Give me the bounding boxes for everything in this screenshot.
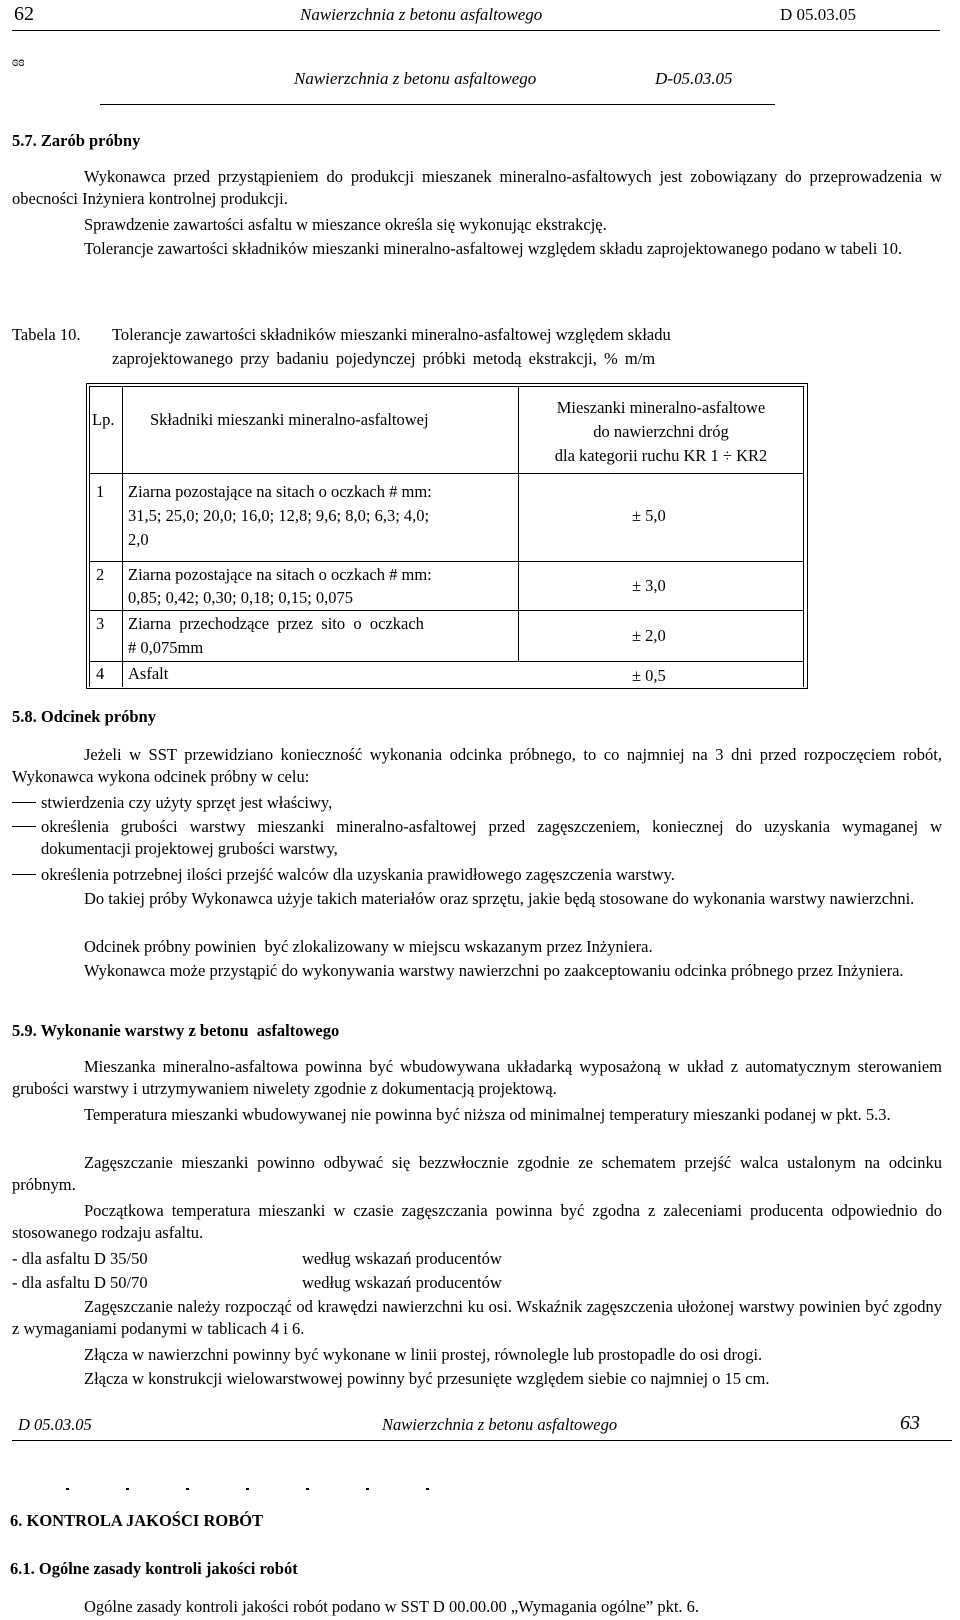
table-row-1-value: ± 5,0 <box>632 506 666 525</box>
section-5-9-paragraph-1: Mieszanka mineralno-asfaltowa powinna być wbudowywana układarką wyposażoną w układ z automatycznym sterowaniem grubości warstwy i utrzymywaniem niwelety zgodnie z dokumentacją projektową. <box>12 1057 942 1098</box>
table-row-4-lp: 4 <box>96 664 105 683</box>
section-5-8-paragraph-3: Odcinek próbny powinien być zlokalizowany w miejscu wskazanym przez Inżyniera. <box>84 937 653 956</box>
table-row-1-desc-3: 2,0 <box>128 530 149 549</box>
section-5-8-heading: 5.8. Odcinek próbny <box>12 707 156 726</box>
asphalt-list-2-label: - dla asfaltu D 50/70 <box>12 1273 148 1292</box>
bullet-1-text: stwierdzenia czy użyty sprzęt jest właściwy, <box>41 793 333 812</box>
asphalt-list-1-label: - dla asfaltu D 35/50 <box>12 1249 148 1268</box>
section-5-9-paragraph-5: Zagęszczanie należy rozpocząć od krawędzi nawierzchni ku osi. Wskaźnik zagęszczenia ułożonej warstwy powinien być zgodny z wymaganiami podanymi w tablicach 4 i 6. <box>12 1297 942 1338</box>
footer-page-number: 63 <box>900 1412 920 1434</box>
table-row-2-value: ± 3,0 <box>632 576 666 595</box>
table-row-2-lp: 2 <box>96 565 105 584</box>
table-row-1-desc-2: 31,5; 25,0; 20,0; 16,0; 12,8; 9,6; 8,0; 6,3; 4,0; <box>128 506 430 525</box>
section-6-heading: 6. KONTROLA JAKOŚCI ROBÓT <box>10 1511 264 1530</box>
bullet-dash-1 <box>12 802 36 803</box>
section-5-9-paragraph-4: Początkowa temperatura mieszanki w czasie zagęszczania powinna być zgodna z zaleceniami producenta odpowiednio do stosowanego rodzaju asfaltu. <box>12 1201 942 1242</box>
bullet-3-text: określenia potrzebnej ilości przejść walców dla uzyskania prawidłowego zagęszczenia warstwy. <box>41 865 675 884</box>
table-caption-line-2: zaprojektowanego przy badaniu pojedynczej próbki metodą ekstrakcji, % m/m <box>112 349 656 368</box>
section-5-8-paragraph-2: Do takiej próby Wykonawca użyje takich materiałów oraz sprzętu, jakie będą stosowane do wykonania warstwy nawierzchni. <box>84 889 915 908</box>
table-row-3-value: ± 2,0 <box>632 626 666 645</box>
table-row-1-desc-1: Ziarna pozostające na sitach o oczkach # mm: <box>128 482 432 501</box>
table-caption-line-1: Tolerancje zawartości składników mieszanki mineralno-asfaltowej względem składu <box>112 325 671 344</box>
section-5-7-paragraph-1: Wykonawca przed przystąpieniem do produkcji mieszanek mineralno-asfaltowych jest zobowiązany do przeprowadzenia w obecności Inżyniera kontrolnej produkcji. <box>12 167 942 208</box>
footer-doc-code: D 05.03.05 <box>18 1415 92 1434</box>
section-5-8-paragraph-1: Jeżeli w SST przewidziano konieczność wykonania odcinka próbnego, to co najmniej na 3 dni przed rozpoczęciem robót, Wykonawca wykona odcinek próbny w celu: <box>12 745 942 786</box>
table-row-2-desc-2: 0,85; 0,42; 0,30; 0,18; 0,15; 0,075 <box>128 588 354 607</box>
header-rule <box>12 30 940 31</box>
footer-rule <box>12 1440 952 1441</box>
cutoff-text-artifact <box>66 1488 438 1490</box>
table-row-1-lp: 1 <box>96 482 105 501</box>
running-title-second: Nawierzchnia z betonu asfaltowego <box>294 69 537 88</box>
section-6-1-paragraph-1: Ogólne zasady kontroli jakości robót podano w SST D 00.00.00 „Wymagania ogólne” pkt. 6. <box>84 1597 700 1616</box>
running-title-top: Nawierzchnia z betonu asfaltowego <box>300 5 543 24</box>
tolerance-table <box>86 383 808 689</box>
doc-code-second: D-05.03.05 <box>655 69 733 88</box>
table-label: Tabela 10. <box>12 325 81 344</box>
asphalt-list-1-value: według wskazań producentów <box>302 1249 502 1268</box>
section-5-9-paragraph-3: Zagęszczanie mieszanki powinno odbywać się bezzwłocznie zgodnie ze schematem przejść walca ustalonym na odcinku próbnym. <box>12 1153 942 1194</box>
section-5-7-paragraph-3: Tolerancje zawartości składników mieszanki mineralno-asfaltowej względem składu zaprojektowanego podano w tabeli 10. <box>84 239 903 258</box>
section-5-7-paragraph-2: Sprawdzenie zawartości asfaltu w mieszance określa się wykonując ekstrakcję. <box>84 215 607 234</box>
col-header-mix-line-3: dla kategorii ruchu KR 1 ÷ KR2 <box>554 446 768 465</box>
section-5-9-paragraph-6: Złącza w nawierzchni powinny być wykonane w linii prostej, równolegle lub prostopadle do osi drogi. <box>84 1345 763 1364</box>
col-header-mix-line-1: Mieszanki mineralno-asfaltowe <box>556 398 766 417</box>
table-row-3-desc-2: # 0,075mm <box>128 638 204 657</box>
section-5-7-heading: 5.7. Zarób próbny <box>12 131 141 150</box>
section-5-8-paragraph-4: Wykonawca może przystąpić do wykonywania warstwy nawierzchni po zaakceptowaniu odcinka próbnego przez Inżyniera. <box>84 961 904 980</box>
asphalt-list-2-value: według wskazań producentów <box>302 1273 502 1292</box>
doc-code-top: D 05.03.05 <box>780 5 857 24</box>
col-header-lp: Lp. <box>92 410 115 429</box>
header-rule-second <box>100 104 775 105</box>
bullet-dash-2 <box>12 826 36 827</box>
section-6-1-heading: 6.1. Ogólne zasady kontroli jakości robót <box>10 1559 298 1578</box>
header-glyph: ɞɞ <box>12 55 25 70</box>
page-number-top: 62 <box>14 3 34 25</box>
section-5-9-paragraph-7: Złącza w konstrukcji wielowarstwowej powinny być przesunięte względem siebie co najmniej o 15 cm. <box>84 1369 770 1388</box>
table-row-3-desc-1: Ziarna przechodzące przez sito o oczkach <box>128 614 424 633</box>
section-5-9-paragraph-2: Temperatura mieszanki wbudowywanej nie powinna być niższa od minimalnej temperatury mieszanki podanej w pkt. 5.3. <box>84 1105 891 1124</box>
col-header-components: Składniki mieszanki mineralno-asfaltowej <box>150 410 429 429</box>
table-row-4-desc-1: Asfalt <box>128 664 169 683</box>
footer-title: Nawierzchnia z betonu asfaltowego <box>382 1415 618 1434</box>
table-row-4-value: ± 0,5 <box>632 666 666 685</box>
bullet-2-text: określenia grubości warstwy mieszanki mineralno-asfaltowej przed zagęszczeniem, koniecznej do uzyskania wymaganej w dokumentacji projektowej grubości warstwy, <box>41 817 942 858</box>
section-5-9-heading: 5.9. Wykonanie warstwy z betonu asfaltowego <box>12 1021 340 1040</box>
bullet-dash-3 <box>12 874 36 875</box>
table-row-3-lp: 3 <box>96 614 105 633</box>
table-row-2-desc-1: Ziarna pozostające na sitach o oczkach # mm: <box>128 565 432 584</box>
col-header-mix-line-2: do nawierzchni dróg <box>593 422 729 441</box>
